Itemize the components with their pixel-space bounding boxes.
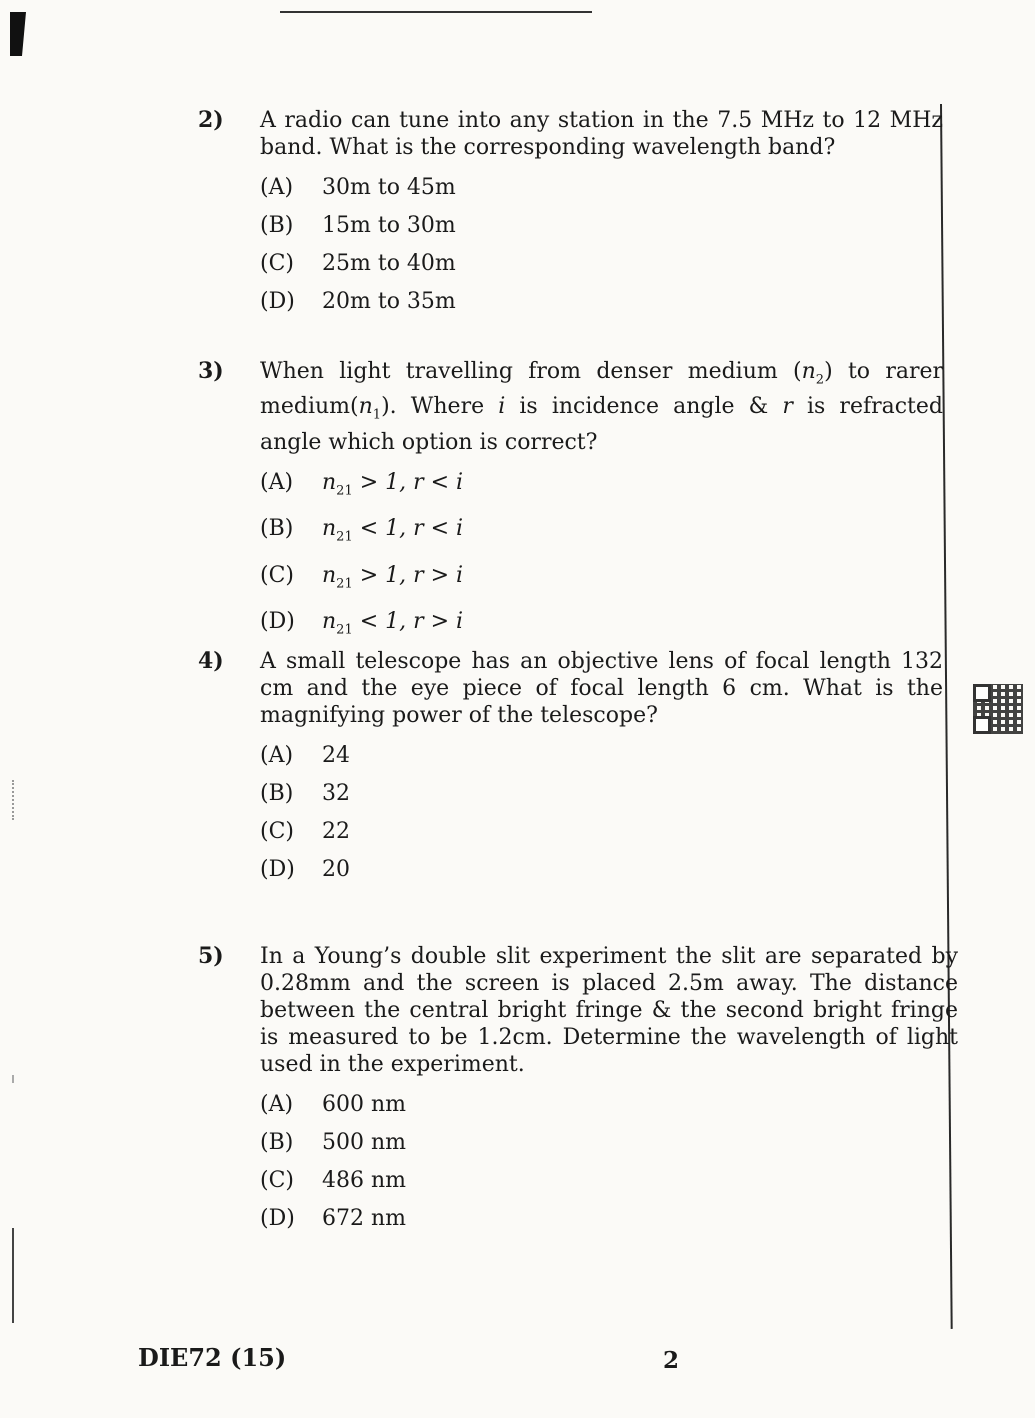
option-b [260,775,943,813]
question-5 [198,943,958,1238]
options-list [260,169,943,321]
math-rest: > 1, r > i [352,562,464,588]
option-d [260,851,943,889]
option-label: (B) [260,213,294,238]
option-label: (B) [260,516,294,542]
page-number: 2 [663,1347,680,1374]
option-formula [322,603,463,649]
text-segment: ) to rarer medium( [260,359,944,420]
option-text: 500 nm [322,1130,407,1155]
math-rest: < 1, r < i [352,516,464,542]
question-4 [198,648,943,889]
math-rest: > 1, r < i [352,469,464,495]
option-text: 22 [322,819,350,844]
option-a [260,737,943,775]
option-text: 20m to 35m [322,289,456,314]
question-number: 3) [198,358,224,384]
option-d [260,1200,958,1238]
option-label: (C) [260,251,294,276]
text-segment: is refracted angle which option is correct? [260,394,943,455]
option-d [260,603,943,649]
math-symbol: n [322,608,337,634]
option-a [260,464,943,510]
option-formula [322,510,463,556]
options-list [260,1086,958,1238]
option-label: (A) [260,175,294,200]
option-label: (D) [260,289,295,314]
math-subscript: 1 [372,407,382,423]
option-b [260,1124,958,1162]
text-segment: When light travelling from denser medium ( [260,359,802,384]
option-text: 24 [322,743,350,768]
math-n1 [358,394,382,423]
text-segment: is incidence angle & [505,394,783,420]
option-label: (D) [260,857,295,882]
option-label: (A) [260,743,294,768]
question-text: In a Young’s double slit experiment the slit are separated by 0.28mm and the screen is placed 2.5m away. The distance between the central bright fringe & the second bright fringe is measured to be 1.2cm. Determine the wavelength of light used in the experiment. [260,944,958,1077]
paper-code: DIE72 (15) [138,1343,287,1372]
math-subscript: 21 [336,529,353,545]
option-label: (A) [260,469,294,495]
math-symbol: n [801,359,816,384]
math-symbol: n [322,516,337,542]
option-label: (D) [260,1206,295,1231]
text-segment: ). Where [381,394,499,420]
option-text: 600 nm [322,1092,407,1117]
question-number: 2) [198,107,224,133]
math-subscript: 2 [815,372,825,388]
option-label: (D) [260,608,295,634]
option-text: 20 [322,857,350,882]
option-c [260,1162,958,1200]
option-text: 672 nm [322,1206,407,1231]
math-n2 [801,359,825,388]
question-text: A small telescope has an objective lens of focal length 132 cm and the eye piece of focal length 6 cm. What is the magnifying power of the telescope? [260,649,943,728]
option-d [260,283,943,321]
left-margin-line [12,1228,14,1323]
option-label: (C) [260,819,294,844]
option-a [260,1086,958,1124]
question-text: A radio can tune into any station in the 7.5 MHz to 12 MHz band. What is the corresponding wavelength band? [260,108,943,160]
top-rule [280,11,592,13]
option-label: (C) [260,1168,294,1193]
question-number: 4) [198,648,224,674]
option-formula [322,557,463,603]
option-a [260,169,943,207]
option-label: (A) [260,1092,294,1117]
math-subscript: 21 [336,575,353,591]
math-subscript: 21 [336,483,353,499]
option-c [260,813,943,851]
options-list [260,464,943,650]
corner-registration-mark [10,12,26,56]
math-subscript: 21 [336,622,353,638]
question-text [260,358,943,456]
question-2 [198,107,943,321]
option-label: (B) [260,1130,294,1155]
option-label: (C) [260,562,294,588]
left-margin-dots [12,780,16,820]
option-formula [322,464,463,510]
math-symbol: n [322,469,337,495]
option-text: 25m to 40m [322,251,456,276]
question-number: 5) [198,943,224,969]
qr-code-icon [973,684,1023,734]
left-margin-tick [12,1075,14,1083]
option-c [260,557,943,603]
option-b [260,207,943,245]
question-3 [198,358,943,649]
options-list [260,737,943,889]
option-text: 486 nm [322,1168,407,1193]
math-symbol: n [358,394,373,420]
math-symbol: n [322,562,337,588]
option-label: (B) [260,781,294,806]
math-r: r [782,394,793,420]
option-text: 30m to 45m [322,175,456,200]
option-b [260,510,943,556]
option-text: 32 [322,781,350,806]
option-c [260,245,943,283]
math-i: i [498,394,506,420]
math-rest: < 1, r > i [352,608,464,634]
option-text: 15m to 30m [322,213,456,238]
